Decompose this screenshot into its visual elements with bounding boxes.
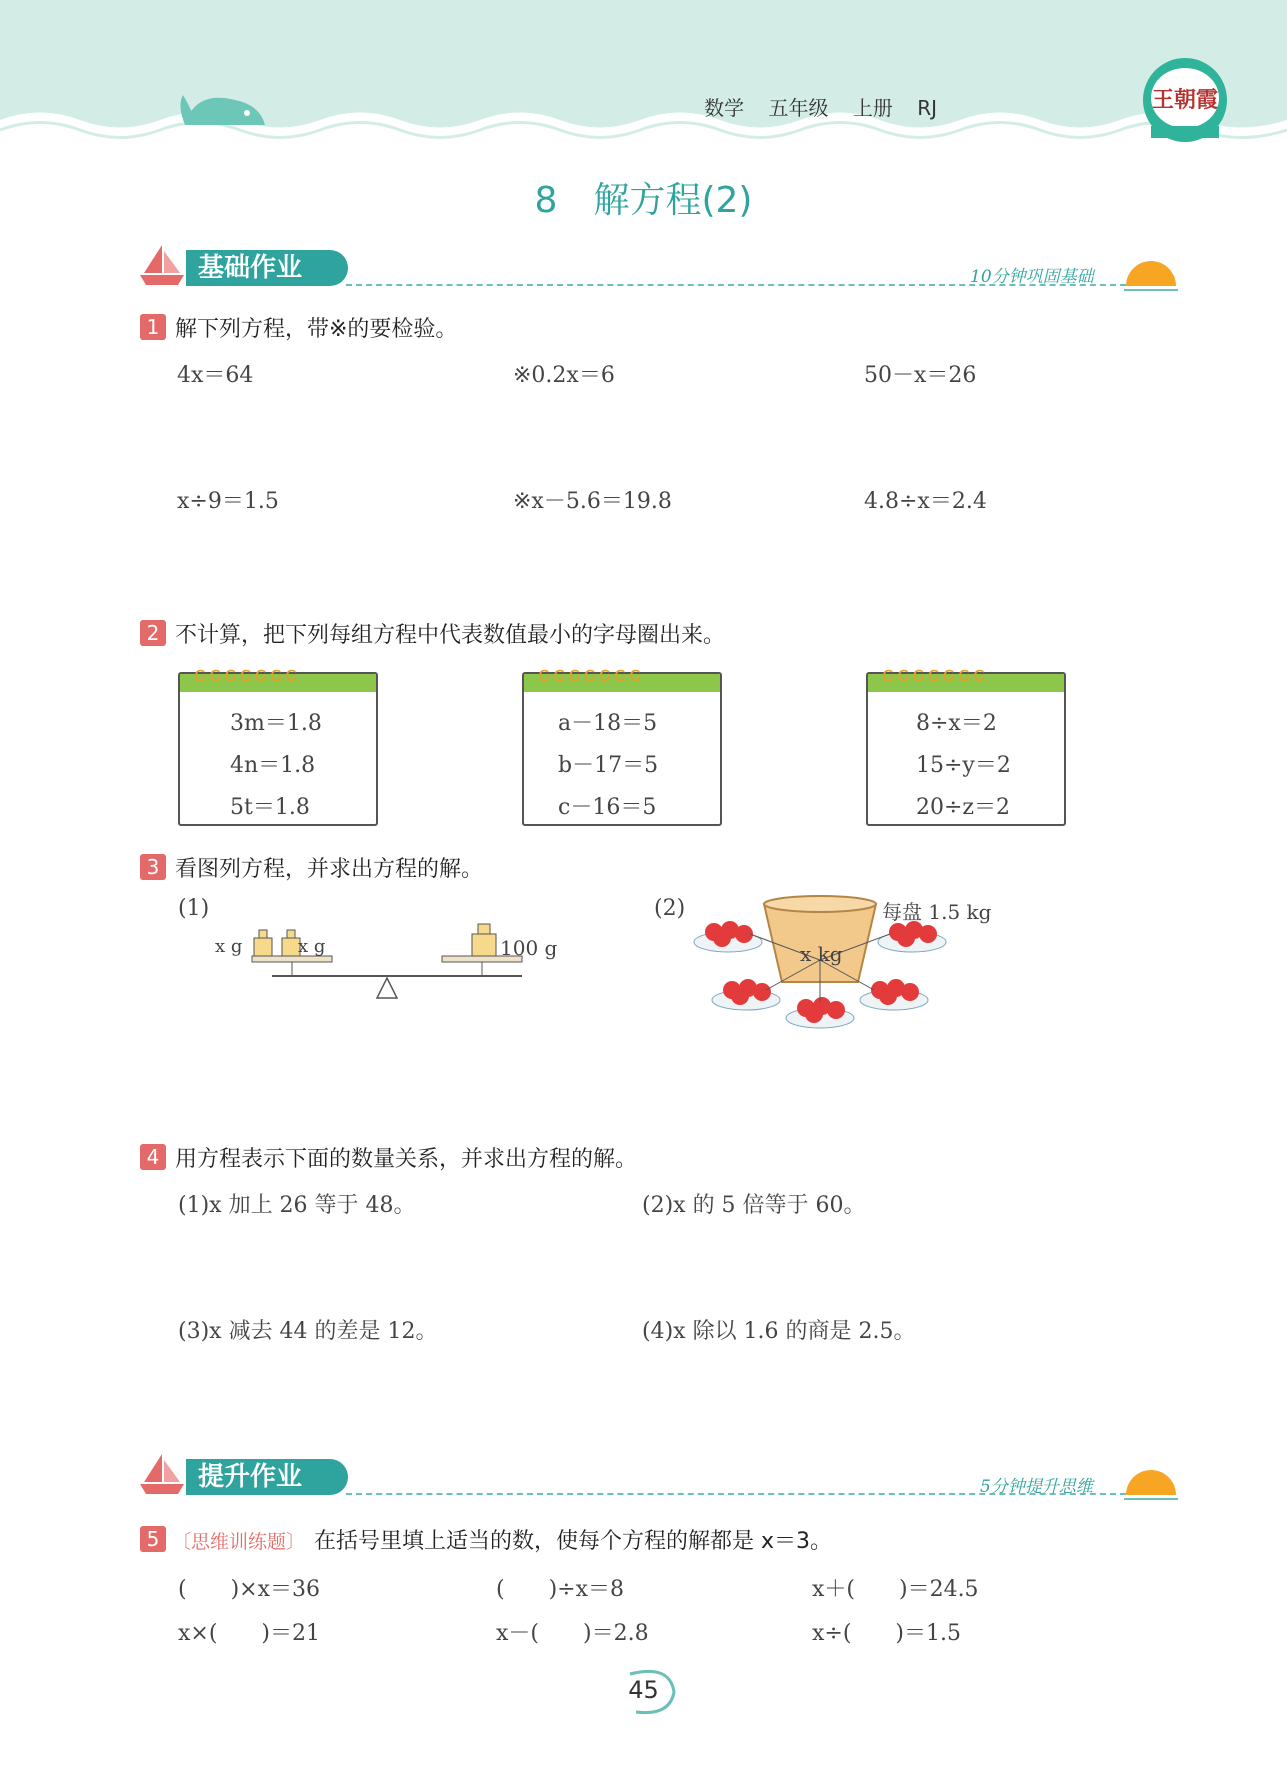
fill-in-equation: ( )×x＝36 [178,1577,321,1602]
binder-rings-icon: ԍԍԍԍԍԍԍ [194,662,301,686]
page-number: 45 [628,1676,659,1704]
question-5-tag: 〔思维训练题〕 [172,1531,306,1553]
question-number-1: 1 [140,314,166,340]
header-subject: 数学 [704,96,745,120]
balance-scale-figure [232,918,562,1008]
question-number-3: 3 [140,854,166,880]
section-basic-note: 10分钟巩固基础 [970,267,1094,287]
equation: 4x＝64 [177,363,254,388]
section-advanced-note: 5分钟提升思维 [980,1477,1093,1497]
part-label: (2) [654,896,686,921]
equation-card [178,662,378,826]
page-title: 8 解方程(2) [534,180,753,221]
sailboat-icon [138,243,186,289]
sunrise-icon [1120,1461,1182,1503]
logo-text: 王朝霞 [1151,68,1219,128]
sailboat-icon [138,1452,186,1498]
weight-label: x g [215,936,243,957]
card-equation: c－16＝5 [558,795,657,820]
question-number-5: 5 [140,1526,166,1552]
question-5-prompt: 在括号里填上适当的数，使每个方程的解都是 x＝3。 [314,1529,833,1554]
word-problem: (1)x 加上 26 等于 48。 [178,1193,416,1218]
card-equation: 3m＝1.8 [230,711,322,736]
fill-in-equation: x＋( )＝24.5 [812,1577,979,1602]
equation: 4.8÷x＝2.4 [864,489,987,514]
equation: ※0.2x＝6 [513,363,615,388]
apple-plate-icon [878,921,946,952]
fill-in-equation: x×( )＝21 [178,1621,321,1646]
header-grade: 五年级 [768,96,829,120]
part-label: (1) [178,896,210,921]
header-info [686,92,937,121]
binder-rings-icon: ԍԍԍԍԍԍԍ [538,662,645,686]
question-number-2: 2 [140,620,166,646]
apple-plate-icon [694,921,762,952]
weight-label: x g [298,936,326,957]
fill-in-equation: x÷( )＝1.5 [812,1621,961,1646]
question-3-prompt: 看图列方程，并求出方程的解。 [175,857,484,882]
basket-label: x kg [800,942,843,966]
apple-plate-icon [712,979,780,1010]
word-problem: (2)x 的 5 倍等于 60。 [642,1193,866,1218]
equation: ※x－5.6＝19.8 [513,489,672,514]
card-equation: 15÷y＝2 [916,753,1011,778]
word-problem: (4)x 除以 1.6 的商是 2.5。 [642,1319,916,1344]
plate-label: 每盘 1.5 kg [882,900,992,924]
sunrise-icon [1120,252,1182,294]
question-2-prompt: 不计算，把下列每组方程中代表数值最小的字母圈出来。 [175,623,726,648]
header-volume: 上册 [852,96,893,120]
equation: 50－x＝26 [864,363,977,388]
equation-card [522,662,722,826]
card-equation: 5t＝1.8 [230,795,310,820]
brand-logo [1143,58,1227,142]
header-edition: RJ [917,96,937,120]
card-equation: 20÷z＝2 [916,795,1011,820]
word-problem: (3)x 减去 44 的差是 12。 [178,1319,438,1344]
whale-icon [175,75,275,135]
section-advanced-label: 提升作业 [186,1459,348,1495]
apple-plate-icon [860,979,928,1010]
card-equation: a－18＝5 [558,711,658,736]
section-basic-label: 基础作业 [186,250,348,286]
question-4-prompt: 用方程表示下面的数量关系，并求出方程的解。 [175,1147,638,1172]
logo-ribbon [1151,126,1219,138]
question-number-4: 4 [140,1144,166,1170]
weight-label: 100 g [500,936,558,960]
card-equation: b－17＝5 [558,753,659,778]
card-equation: 4n＝1.8 [230,753,316,778]
fill-in-equation: x－( )＝2.8 [496,1621,649,1646]
binder-rings-icon: ԍԍԍԍԍԍԍ [882,662,989,686]
equation: x÷9＝1.5 [177,489,279,514]
equation-card [866,662,1066,826]
card-equation: 8÷x＝2 [916,711,997,736]
question-1-prompt: 解下列方程，带※的要检验。 [175,317,458,342]
fill-in-equation: ( )÷x＝8 [496,1577,625,1602]
